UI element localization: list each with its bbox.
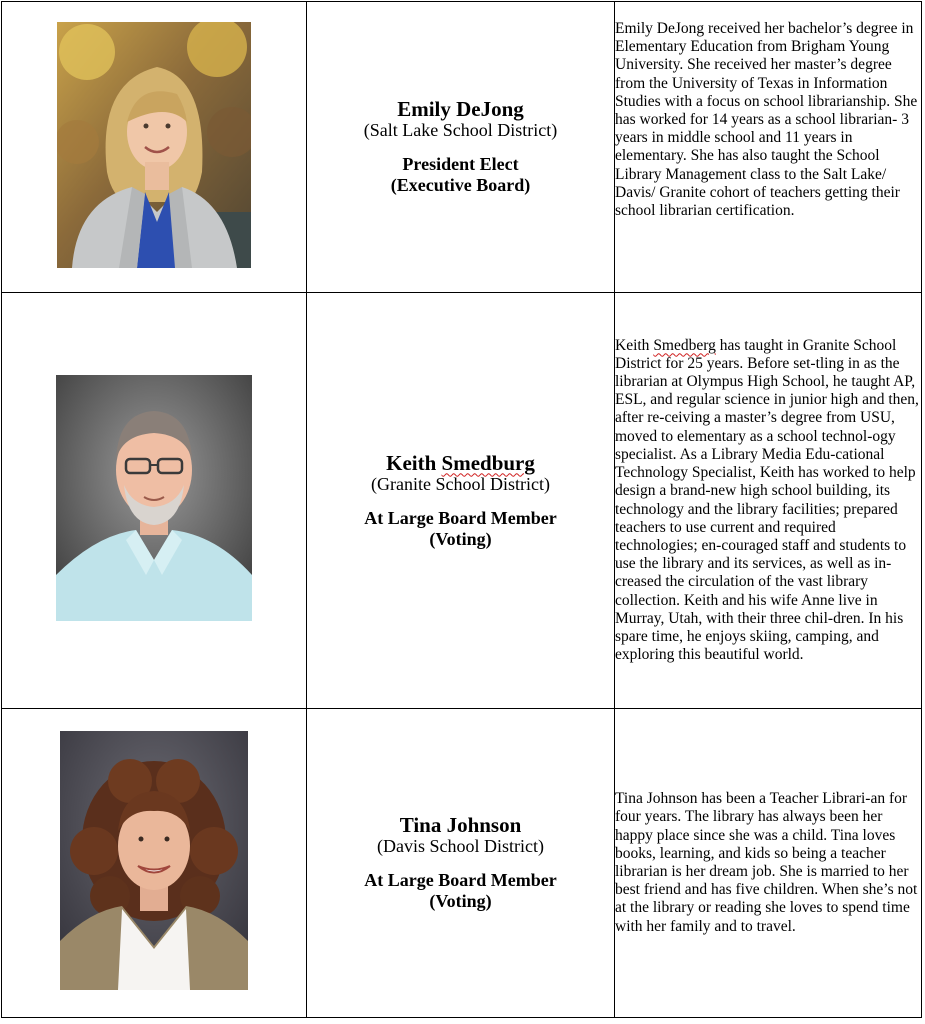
bio-cell [615, 2, 922, 293]
bio-flagged-word: Smedberg [653, 336, 716, 354]
photo-cell [2, 709, 307, 1018]
photo-cell [2, 2, 307, 293]
candidate-bio: Emily DeJong received her bachelor’s degree in Elementary Education from Brigham Young University. She received her master’s degree from the University of Texas in Information Studies with a focus on school librarianship. She has worked for 14 years as a school librarian- 3 years in middle school and 11 years in elementary. She has also taught the School Library Management class to the Salt Lake/ Davis/ Granite cohort of teachers getting their school librarian certification. [615, 20, 918, 220]
candidate-name [307, 452, 614, 474]
bio-first-name: Keith [615, 336, 650, 354]
candidate-role [307, 508, 614, 550]
role-title: At Large Board Member [364, 870, 557, 890]
candidates-table [1, 1, 922, 1018]
candidate-district: (Salt Lake School District) [363, 120, 558, 140]
name-cell [307, 2, 615, 293]
candidate-bio: Tina Johnson has been a Teacher Librari-an for four years. The library has always been her happy place since she was a child. Tina loves books, learning, and kids so being a teacher librarian is her dream job. She is married to her best friend and has five children. When she’s not at the library or reading she loves to spend time with her family and to travel. [615, 790, 918, 935]
bio-cell [615, 709, 922, 1018]
candidate-photo-tina [60, 731, 248, 990]
bio-cell [615, 293, 922, 709]
candidate-name: Emily DeJong [397, 97, 524, 121]
candidate-district: (Granite School District) [371, 473, 550, 494]
candidate-row [2, 709, 922, 1018]
candidate-row [2, 2, 922, 293]
photo-cell [2, 293, 307, 709]
candidate-photo-keith [56, 375, 252, 621]
role-board: (Voting) [429, 891, 492, 911]
candidate-role [307, 154, 614, 196]
candidate-name: Tina Johnson [399, 813, 522, 837]
role-title: At Large Board Member [364, 507, 557, 528]
candidate-first-name: Keith [386, 450, 437, 475]
candidate-district: (Davis School District) [377, 836, 544, 856]
candidate-last-name: Smedburg [441, 450, 535, 475]
candidate-role [307, 870, 614, 912]
candidate-bio [615, 337, 921, 665]
role-board: (Executive Board) [390, 175, 531, 195]
bio-text: has taught in Granite School District for 25 years. Before set-tling in as the librarian at Olympus High School, he taught AP, ESL, and regular science in junior high and then, after re-ceiving a master’s degree from USU, moved to elementary as a school technol-ogy specialist. As a Library Media Edu-cational Technology Specialist, Keith has worked to help design a brand-new high school building, its technology and the library facilities; prepared teachers to use current and required technologies; en-couraged staff and students to use the library and its services, as well as in-creased the circulation of the vast library collection. Keith and his wife Anne live in Murray, Utah, with their three chil-dren. In his spare time, he enjoys skiing, camping, and exploring this beautiful world. [615, 336, 919, 664]
name-cell [307, 293, 615, 709]
candidate-photo-emily [57, 22, 251, 268]
role-title: President Elect [402, 154, 519, 174]
name-cell [307, 709, 615, 1018]
role-board: (Voting) [429, 528, 492, 549]
candidate-row [2, 293, 922, 709]
